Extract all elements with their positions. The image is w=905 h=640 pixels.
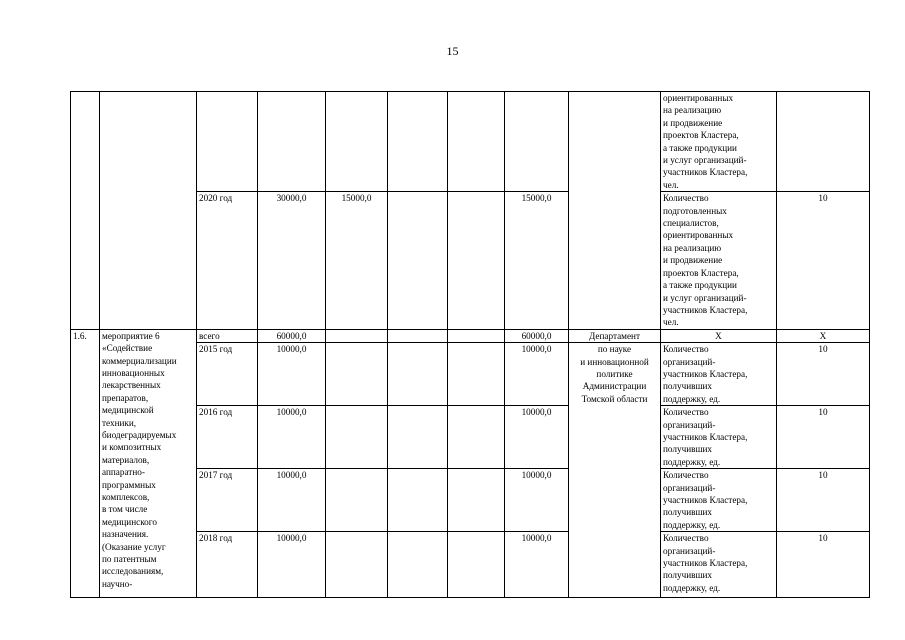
indicator-cell: Количество организаций- участников Кластера, получивших поддержку, ед. [661, 469, 777, 532]
value-cell: Х [777, 329, 870, 342]
local-cell [448, 406, 505, 469]
page-number: 15 [446, 44, 459, 58]
regional-cell [388, 343, 448, 406]
indicator-cell: Количество организаций- участников Кластера, получивших поддержку, ед. [661, 406, 777, 469]
federal-cell [326, 406, 388, 469]
local-cell [448, 192, 505, 329]
regional-cell [388, 329, 448, 342]
regional-cell [388, 532, 448, 598]
year-cell: 2020 год [197, 192, 258, 329]
value-cell: 10 [777, 192, 870, 329]
indicator-cell: Количество организаций- участников Кластера, получивших поддержку, ед. [661, 532, 777, 598]
other-cell: 10000,0 [505, 406, 569, 469]
year-cell: 2017 год [197, 469, 258, 532]
value-cell: 10 [777, 469, 870, 532]
table-row [71, 92, 870, 192]
number-cell [71, 92, 100, 330]
total-cell [258, 92, 326, 192]
year-cell: 2016 год [197, 406, 258, 469]
total-cell: 10000,0 [258, 406, 326, 469]
indicator-cell: Х [661, 329, 777, 342]
other-cell: 10000,0 [505, 469, 569, 532]
table-row [71, 329, 870, 342]
year-cell [197, 92, 258, 192]
federal-cell [326, 92, 388, 192]
federal-cell [326, 469, 388, 532]
federal-cell [326, 343, 388, 406]
year-cell: 2015 год [197, 343, 258, 406]
regional-cell [388, 469, 448, 532]
other-cell: 10000,0 [505, 343, 569, 406]
other-cell: 10000,0 [505, 532, 569, 598]
measure-number: 1.6. [71, 329, 100, 598]
value-cell: 10 [777, 343, 870, 406]
local-cell [448, 469, 505, 532]
local-cell [448, 343, 505, 406]
local-cell [448, 532, 505, 598]
total-cell: 60000,0 [258, 329, 326, 342]
regional-cell [388, 406, 448, 469]
indicator-cell: ориентированных на реализацию и продвижение проектов Кластера, а также продукции и услуг организаций- участников Кластера, чел. [661, 92, 777, 192]
other-cell: 60000,0 [505, 329, 569, 342]
value-cell: 10 [777, 532, 870, 598]
total-cell: 10000,0 [258, 532, 326, 598]
responsible-cell: по науке и инновационной политике Администрации Томской области [569, 343, 661, 598]
regional-cell [388, 192, 448, 329]
total-cell: 30000,0 [258, 192, 326, 329]
program-table [70, 91, 870, 598]
federal-cell: 15000,0 [326, 192, 388, 329]
responsible-head: Департамент [569, 329, 661, 342]
other-cell: 15000,0 [505, 192, 569, 329]
total-cell: 10000,0 [258, 469, 326, 532]
local-cell [448, 92, 505, 192]
indicator-cell: Количество организаций- участников Кластера, получивших поддержку, ед. [661, 343, 777, 406]
year-cell: всего [197, 329, 258, 342]
responsible-cell [569, 92, 661, 330]
measure-name: мероприятие 6 «Содействие коммерциализации инновационных лекарственных препаратов, медицинской техники, биодеградируемых и композитных материалов, аппаратно- программных комплексов, в том числе медицинского назначения. (Оказание услуг по патентным исследованиям, научно- [100, 329, 197, 598]
other-cell [505, 92, 569, 192]
measure-name-cell [100, 92, 197, 330]
regional-cell [388, 92, 448, 192]
year-cell: 2018 год [197, 532, 258, 598]
federal-cell [326, 532, 388, 598]
total-cell: 10000,0 [258, 343, 326, 406]
federal-cell [326, 329, 388, 342]
indicator-cell: Количество подготовленных специалистов, ориентированных на реализацию и продвижение проектов Кластера, а также продукции и услуг организаций- участников Кластера, чел. [661, 192, 777, 329]
local-cell [448, 329, 505, 342]
value-cell: 10 [777, 406, 870, 469]
value-cell [777, 92, 870, 192]
